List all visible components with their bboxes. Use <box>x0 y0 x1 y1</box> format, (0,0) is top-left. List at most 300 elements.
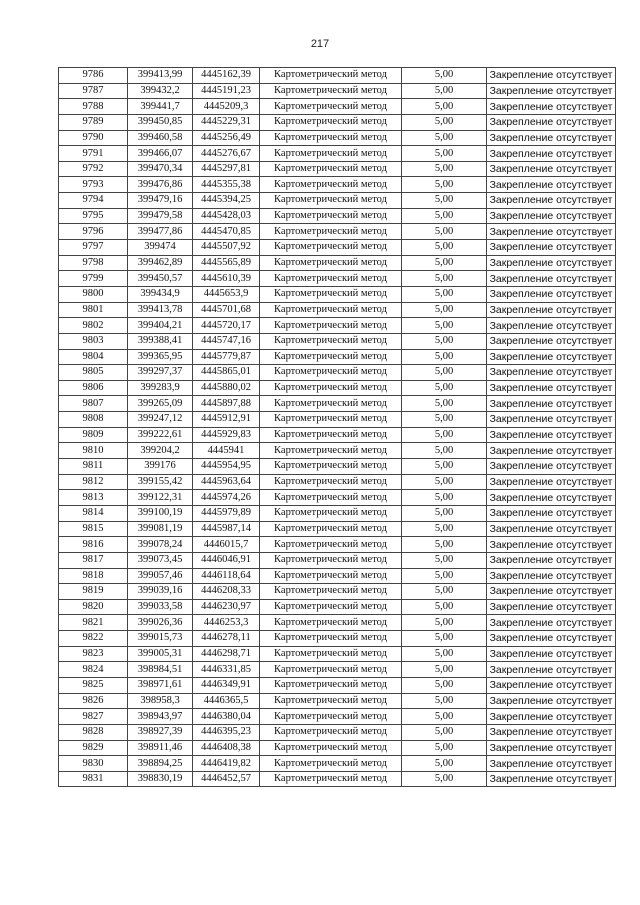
fixation-cell: Закрепление отсутствует <box>487 412 616 428</box>
x-coordinate-cell: 399474 <box>128 240 193 256</box>
method-cell: Картометрический метод <box>260 333 402 349</box>
accuracy-cell: 5,00 <box>402 568 487 584</box>
fixation-cell: Закрепление отсутствует <box>487 724 616 740</box>
point-number-cell: 9806 <box>59 380 128 396</box>
fixation-cell: Закрепление отсутствует <box>487 161 616 177</box>
accuracy-cell: 5,00 <box>402 380 487 396</box>
y-coordinate-cell: 4446208,33 <box>193 584 260 600</box>
point-number-cell: 9801 <box>59 302 128 318</box>
method-cell: Картометрический метод <box>260 255 402 271</box>
x-coordinate-cell: 399026,36 <box>128 615 193 631</box>
x-coordinate-cell: 399155,42 <box>128 474 193 490</box>
table-row <box>59 568 616 584</box>
fixation-cell: Закрепление отсутствует <box>487 662 616 678</box>
y-coordinate-cell: 4446015,7 <box>193 537 260 553</box>
table-row <box>59 240 616 256</box>
method-cell: Картометрический метод <box>260 68 402 84</box>
fixation-cell: Закрепление отсутствует <box>487 68 616 84</box>
fixation-cell: Закрепление отсутствует <box>487 99 616 115</box>
x-coordinate-cell: 398958,3 <box>128 693 193 709</box>
method-cell: Картометрический метод <box>260 709 402 725</box>
fixation-cell: Закрепление отсутствует <box>487 193 616 209</box>
point-number-cell: 9830 <box>59 756 128 772</box>
fixation-cell: Закрепление отсутствует <box>487 677 616 693</box>
method-cell: Картометрический метод <box>260 99 402 115</box>
fixation-cell: Закрепление отсутствует <box>487 709 616 725</box>
method-cell: Картометрический метод <box>260 490 402 506</box>
point-number-cell: 9831 <box>59 771 128 787</box>
fixation-cell: Закрепление отсутствует <box>487 505 616 521</box>
point-number-cell: 9815 <box>59 521 128 537</box>
accuracy-cell: 5,00 <box>402 599 487 615</box>
method-cell: Картометрический метод <box>260 193 402 209</box>
point-number-cell: 9809 <box>59 427 128 443</box>
method-cell: Картометрический метод <box>260 318 402 334</box>
x-coordinate-cell: 399033,58 <box>128 599 193 615</box>
method-cell: Картометрический метод <box>260 114 402 130</box>
accuracy-cell: 5,00 <box>402 756 487 772</box>
table-row <box>59 693 616 709</box>
table-row <box>59 286 616 302</box>
method-cell: Картометрический метод <box>260 365 402 381</box>
accuracy-cell: 5,00 <box>402 459 487 475</box>
point-number-cell: 9788 <box>59 99 128 115</box>
fixation-cell: Закрепление отсутствует <box>487 83 616 99</box>
point-number-cell: 9808 <box>59 412 128 428</box>
method-cell: Картометрический метод <box>260 771 402 787</box>
method-cell: Картометрический метод <box>260 146 402 162</box>
x-coordinate-cell: 398894,25 <box>128 756 193 772</box>
table-row <box>59 333 616 349</box>
x-coordinate-cell: 399283,9 <box>128 380 193 396</box>
y-coordinate-cell: 4445929,83 <box>193 427 260 443</box>
y-coordinate-cell: 4445256,49 <box>193 130 260 146</box>
accuracy-cell: 5,00 <box>402 255 487 271</box>
point-number-cell: 9818 <box>59 568 128 584</box>
y-coordinate-cell: 4445565,89 <box>193 255 260 271</box>
point-number-cell: 9816 <box>59 537 128 553</box>
method-cell: Картометрический метод <box>260 208 402 224</box>
x-coordinate-cell: 399039,16 <box>128 584 193 600</box>
table-row <box>59 427 616 443</box>
x-coordinate-cell: 399441,7 <box>128 99 193 115</box>
fixation-cell: Закрепление отсутствует <box>487 114 616 130</box>
y-coordinate-cell: 4445297,81 <box>193 161 260 177</box>
fixation-cell: Закрепление отсутствует <box>487 286 616 302</box>
x-coordinate-cell: 399222,61 <box>128 427 193 443</box>
x-coordinate-cell: 399432,2 <box>128 83 193 99</box>
y-coordinate-cell: 4446253,3 <box>193 615 260 631</box>
y-coordinate-cell: 4445394,25 <box>193 193 260 209</box>
y-coordinate-cell: 4446452,57 <box>193 771 260 787</box>
method-cell: Картометрический метод <box>260 599 402 615</box>
table-row <box>59 302 616 318</box>
y-coordinate-cell: 4445428,03 <box>193 208 260 224</box>
fixation-cell: Закрепление отсутствует <box>487 599 616 615</box>
table-row <box>59 177 616 193</box>
coordinates-table <box>58 67 616 787</box>
method-cell: Картометрический метод <box>260 459 402 475</box>
x-coordinate-cell: 398943,97 <box>128 709 193 725</box>
point-number-cell: 9828 <box>59 724 128 740</box>
x-coordinate-cell: 399404,21 <box>128 318 193 334</box>
accuracy-cell: 5,00 <box>402 474 487 490</box>
accuracy-cell: 5,00 <box>402 412 487 428</box>
y-coordinate-cell: 4445470,85 <box>193 224 260 240</box>
y-coordinate-cell: 4446331,85 <box>193 662 260 678</box>
table-row <box>59 584 616 600</box>
y-coordinate-cell: 4445865,01 <box>193 365 260 381</box>
y-coordinate-cell: 4445701,68 <box>193 302 260 318</box>
point-number-cell: 9803 <box>59 333 128 349</box>
accuracy-cell: 5,00 <box>402 771 487 787</box>
y-coordinate-cell: 4445276,67 <box>193 146 260 162</box>
y-coordinate-cell: 4446408,38 <box>193 740 260 756</box>
method-cell: Картометрический метод <box>260 271 402 287</box>
y-coordinate-cell: 4445979,89 <box>193 505 260 521</box>
fixation-cell: Закрепление отсутствует <box>487 380 616 396</box>
accuracy-cell: 5,00 <box>402 349 487 365</box>
point-number-cell: 9798 <box>59 255 128 271</box>
y-coordinate-cell: 4445954,95 <box>193 459 260 475</box>
table-row <box>59 318 616 334</box>
method-cell: Картометрический метод <box>260 427 402 443</box>
x-coordinate-cell: 399476,86 <box>128 177 193 193</box>
method-cell: Картометрический метод <box>260 631 402 647</box>
x-coordinate-cell: 398984,51 <box>128 662 193 678</box>
fixation-cell: Закрепление отсутствует <box>487 396 616 412</box>
accuracy-cell: 5,00 <box>402 302 487 318</box>
accuracy-cell: 5,00 <box>402 224 487 240</box>
x-coordinate-cell: 398971,61 <box>128 677 193 693</box>
accuracy-cell: 5,00 <box>402 208 487 224</box>
table-row <box>59 443 616 459</box>
point-number-cell: 9786 <box>59 68 128 84</box>
y-coordinate-cell: 4445507,92 <box>193 240 260 256</box>
point-number-cell: 9813 <box>59 490 128 506</box>
point-number-cell: 9800 <box>59 286 128 302</box>
table-row <box>59 130 616 146</box>
point-number-cell: 9820 <box>59 599 128 615</box>
fixation-cell: Закрепление отсутствует <box>487 631 616 647</box>
accuracy-cell: 5,00 <box>402 537 487 553</box>
point-number-cell: 9811 <box>59 459 128 475</box>
point-number-cell: 9819 <box>59 584 128 600</box>
point-number-cell: 9787 <box>59 83 128 99</box>
accuracy-cell: 5,00 <box>402 333 487 349</box>
accuracy-cell: 5,00 <box>402 365 487 381</box>
fixation-cell: Закрепление отсутствует <box>487 568 616 584</box>
method-cell: Картометрический метод <box>260 552 402 568</box>
table-row <box>59 646 616 662</box>
x-coordinate-cell: 399078,24 <box>128 537 193 553</box>
method-cell: Картометрический метод <box>260 584 402 600</box>
point-number-cell: 9792 <box>59 161 128 177</box>
table-row <box>59 412 616 428</box>
fixation-cell: Закрепление отсутствует <box>487 646 616 662</box>
y-coordinate-cell: 4446380,04 <box>193 709 260 725</box>
x-coordinate-cell: 399005,31 <box>128 646 193 662</box>
point-number-cell: 9827 <box>59 709 128 725</box>
y-coordinate-cell: 4445974,26 <box>193 490 260 506</box>
method-cell: Картометрический метод <box>260 677 402 693</box>
method-cell: Картометрический метод <box>260 412 402 428</box>
fixation-cell: Закрепление отсутствует <box>487 333 616 349</box>
fixation-cell: Закрепление отсутствует <box>487 584 616 600</box>
y-coordinate-cell: 4446046,91 <box>193 552 260 568</box>
fixation-cell: Закрепление отсутствует <box>487 318 616 334</box>
x-coordinate-cell: 399265,09 <box>128 396 193 412</box>
accuracy-cell: 5,00 <box>402 114 487 130</box>
point-number-cell: 9824 <box>59 662 128 678</box>
point-number-cell: 9799 <box>59 271 128 287</box>
y-coordinate-cell: 4446118,64 <box>193 568 260 584</box>
table-row <box>59 631 616 647</box>
x-coordinate-cell: 399057,46 <box>128 568 193 584</box>
accuracy-cell: 5,00 <box>402 677 487 693</box>
table-row <box>59 740 616 756</box>
fixation-cell: Закрепление отсутствует <box>487 146 616 162</box>
method-cell: Картометрический метод <box>260 349 402 365</box>
accuracy-cell: 5,00 <box>402 271 487 287</box>
y-coordinate-cell: 4445720,17 <box>193 318 260 334</box>
y-coordinate-cell: 4445880,02 <box>193 380 260 396</box>
method-cell: Картометрический метод <box>260 537 402 553</box>
table-row <box>59 99 616 115</box>
point-number-cell: 9812 <box>59 474 128 490</box>
fixation-cell: Закрепление отсутствует <box>487 224 616 240</box>
accuracy-cell: 5,00 <box>402 584 487 600</box>
x-coordinate-cell: 399450,85 <box>128 114 193 130</box>
fixation-cell: Закрепление отсутствует <box>487 693 616 709</box>
table-row <box>59 521 616 537</box>
method-cell: Картометрический метод <box>260 662 402 678</box>
point-number-cell: 9790 <box>59 130 128 146</box>
point-number-cell: 9805 <box>59 365 128 381</box>
page-number: 217 <box>310 38 330 50</box>
table-row <box>59 161 616 177</box>
x-coordinate-cell: 399413,78 <box>128 302 193 318</box>
fixation-cell: Закрепление отсутствует <box>487 365 616 381</box>
point-number-cell: 9793 <box>59 177 128 193</box>
method-cell: Картометрический метод <box>260 302 402 318</box>
y-coordinate-cell: 4445653,9 <box>193 286 260 302</box>
y-coordinate-cell: 4445209,3 <box>193 99 260 115</box>
point-number-cell: 9825 <box>59 677 128 693</box>
accuracy-cell: 5,00 <box>402 490 487 506</box>
accuracy-cell: 5,00 <box>402 443 487 459</box>
accuracy-cell: 5,00 <box>402 427 487 443</box>
fixation-cell: Закрепление отсутствует <box>487 615 616 631</box>
x-coordinate-cell: 399434,9 <box>128 286 193 302</box>
accuracy-cell: 5,00 <box>402 709 487 725</box>
table-row <box>59 505 616 521</box>
point-number-cell: 9789 <box>59 114 128 130</box>
x-coordinate-cell: 399081,19 <box>128 521 193 537</box>
point-number-cell: 9807 <box>59 396 128 412</box>
x-coordinate-cell: 399176 <box>128 459 193 475</box>
y-coordinate-cell: 4446349,91 <box>193 677 260 693</box>
method-cell: Картометрический метод <box>260 443 402 459</box>
fixation-cell: Закрепление отсутствует <box>487 255 616 271</box>
method-cell: Картометрический метод <box>260 505 402 521</box>
accuracy-cell: 5,00 <box>402 740 487 756</box>
point-number-cell: 9822 <box>59 631 128 647</box>
y-coordinate-cell: 4446230,97 <box>193 599 260 615</box>
x-coordinate-cell: 399365,95 <box>128 349 193 365</box>
fixation-cell: Закрепление отсутствует <box>487 474 616 490</box>
fixation-cell: Закрепление отсутствует <box>487 756 616 772</box>
method-cell: Картометрический метод <box>260 740 402 756</box>
table-row <box>59 193 616 209</box>
table-row <box>59 756 616 772</box>
method-cell: Картометрический метод <box>260 240 402 256</box>
table-row <box>59 615 616 631</box>
x-coordinate-cell: 399247,12 <box>128 412 193 428</box>
table-row <box>59 396 616 412</box>
accuracy-cell: 5,00 <box>402 396 487 412</box>
method-cell: Картометрический метод <box>260 521 402 537</box>
x-coordinate-cell: 399015,73 <box>128 631 193 647</box>
fixation-cell: Закрепление отсутствует <box>487 443 616 459</box>
method-cell: Картометрический метод <box>260 83 402 99</box>
accuracy-cell: 5,00 <box>402 240 487 256</box>
fixation-cell: Закрепление отсутствует <box>487 271 616 287</box>
accuracy-cell: 5,00 <box>402 286 487 302</box>
fixation-cell: Закрепление отсутствует <box>487 177 616 193</box>
table-row <box>59 349 616 365</box>
accuracy-cell: 5,00 <box>402 99 487 115</box>
accuracy-cell: 5,00 <box>402 193 487 209</box>
y-coordinate-cell: 4445897,88 <box>193 396 260 412</box>
table-row <box>59 83 616 99</box>
point-number-cell: 9795 <box>59 208 128 224</box>
y-coordinate-cell: 4445162,39 <box>193 68 260 84</box>
table-row <box>59 662 616 678</box>
x-coordinate-cell: 399122,31 <box>128 490 193 506</box>
y-coordinate-cell: 4446419,82 <box>193 756 260 772</box>
x-coordinate-cell: 398830,19 <box>128 771 193 787</box>
accuracy-cell: 5,00 <box>402 177 487 193</box>
accuracy-cell: 5,00 <box>402 631 487 647</box>
point-number-cell: 9817 <box>59 552 128 568</box>
table-row <box>59 146 616 162</box>
table-row <box>59 380 616 396</box>
accuracy-cell: 5,00 <box>402 505 487 521</box>
y-coordinate-cell: 4445610,39 <box>193 271 260 287</box>
point-number-cell: 9804 <box>59 349 128 365</box>
y-coordinate-cell: 4445912,91 <box>193 412 260 428</box>
method-cell: Картометрический метод <box>260 474 402 490</box>
table-row <box>59 724 616 740</box>
coordinates-table-body <box>59 68 616 787</box>
point-number-cell: 9826 <box>59 693 128 709</box>
fixation-cell: Закрепление отсутствует <box>487 490 616 506</box>
fixation-cell: Закрепление отсутствует <box>487 302 616 318</box>
point-number-cell: 9821 <box>59 615 128 631</box>
point-number-cell: 9814 <box>59 505 128 521</box>
x-coordinate-cell: 399413,99 <box>128 68 193 84</box>
x-coordinate-cell: 399100,19 <box>128 505 193 521</box>
point-number-cell: 9829 <box>59 740 128 756</box>
y-coordinate-cell: 4446365,5 <box>193 693 260 709</box>
table-row <box>59 490 616 506</box>
x-coordinate-cell: 398911,46 <box>128 740 193 756</box>
fixation-cell: Закрепление отсутствует <box>487 130 616 146</box>
accuracy-cell: 5,00 <box>402 693 487 709</box>
fixation-cell: Закрепление отсутствует <box>487 537 616 553</box>
point-number-cell: 9796 <box>59 224 128 240</box>
method-cell: Картометрический метод <box>260 568 402 584</box>
accuracy-cell: 5,00 <box>402 646 487 662</box>
accuracy-cell: 5,00 <box>402 146 487 162</box>
accuracy-cell: 5,00 <box>402 83 487 99</box>
x-coordinate-cell: 399470,34 <box>128 161 193 177</box>
point-number-cell: 9802 <box>59 318 128 334</box>
table-row <box>59 474 616 490</box>
fixation-cell: Закрепление отсутствует <box>487 771 616 787</box>
fixation-cell: Закрепление отсутствует <box>487 427 616 443</box>
method-cell: Картометрический метод <box>260 693 402 709</box>
fixation-cell: Закрепление отсутствует <box>487 459 616 475</box>
method-cell: Картометрический метод <box>260 286 402 302</box>
method-cell: Картометрический метод <box>260 130 402 146</box>
table-row <box>59 459 616 475</box>
table-row <box>59 771 616 787</box>
table-row <box>59 552 616 568</box>
fixation-cell: Закрепление отсутствует <box>487 740 616 756</box>
x-coordinate-cell: 399462,89 <box>128 255 193 271</box>
table-row <box>59 68 616 84</box>
x-coordinate-cell: 399477,86 <box>128 224 193 240</box>
fixation-cell: Закрепление отсутствует <box>487 208 616 224</box>
y-coordinate-cell: 4445779,87 <box>193 349 260 365</box>
y-coordinate-cell: 4445191,23 <box>193 83 260 99</box>
x-coordinate-cell: 399450,57 <box>128 271 193 287</box>
x-coordinate-cell: 398927,39 <box>128 724 193 740</box>
y-coordinate-cell: 4445941 <box>193 443 260 459</box>
x-coordinate-cell: 399204,2 <box>128 443 193 459</box>
method-cell: Картометрический метод <box>260 161 402 177</box>
y-coordinate-cell: 4445987,14 <box>193 521 260 537</box>
point-number-cell: 9823 <box>59 646 128 662</box>
point-number-cell: 9810 <box>59 443 128 459</box>
table-row <box>59 537 616 553</box>
accuracy-cell: 5,00 <box>402 130 487 146</box>
method-cell: Картометрический метод <box>260 615 402 631</box>
fixation-cell: Закрепление отсутствует <box>487 240 616 256</box>
table-row <box>59 599 616 615</box>
table-row <box>59 114 616 130</box>
y-coordinate-cell: 4446395,23 <box>193 724 260 740</box>
point-number-cell: 9791 <box>59 146 128 162</box>
accuracy-cell: 5,00 <box>402 161 487 177</box>
y-coordinate-cell: 4445747,16 <box>193 333 260 349</box>
accuracy-cell: 5,00 <box>402 552 487 568</box>
accuracy-cell: 5,00 <box>402 521 487 537</box>
y-coordinate-cell: 4445355,38 <box>193 177 260 193</box>
accuracy-cell: 5,00 <box>402 68 487 84</box>
table-row <box>59 271 616 287</box>
accuracy-cell: 5,00 <box>402 662 487 678</box>
x-coordinate-cell: 399479,16 <box>128 193 193 209</box>
method-cell: Картометрический метод <box>260 646 402 662</box>
method-cell: Картометрический метод <box>260 724 402 740</box>
y-coordinate-cell: 4445229,31 <box>193 114 260 130</box>
point-number-cell: 9794 <box>59 193 128 209</box>
accuracy-cell: 5,00 <box>402 318 487 334</box>
method-cell: Картометрический метод <box>260 396 402 412</box>
